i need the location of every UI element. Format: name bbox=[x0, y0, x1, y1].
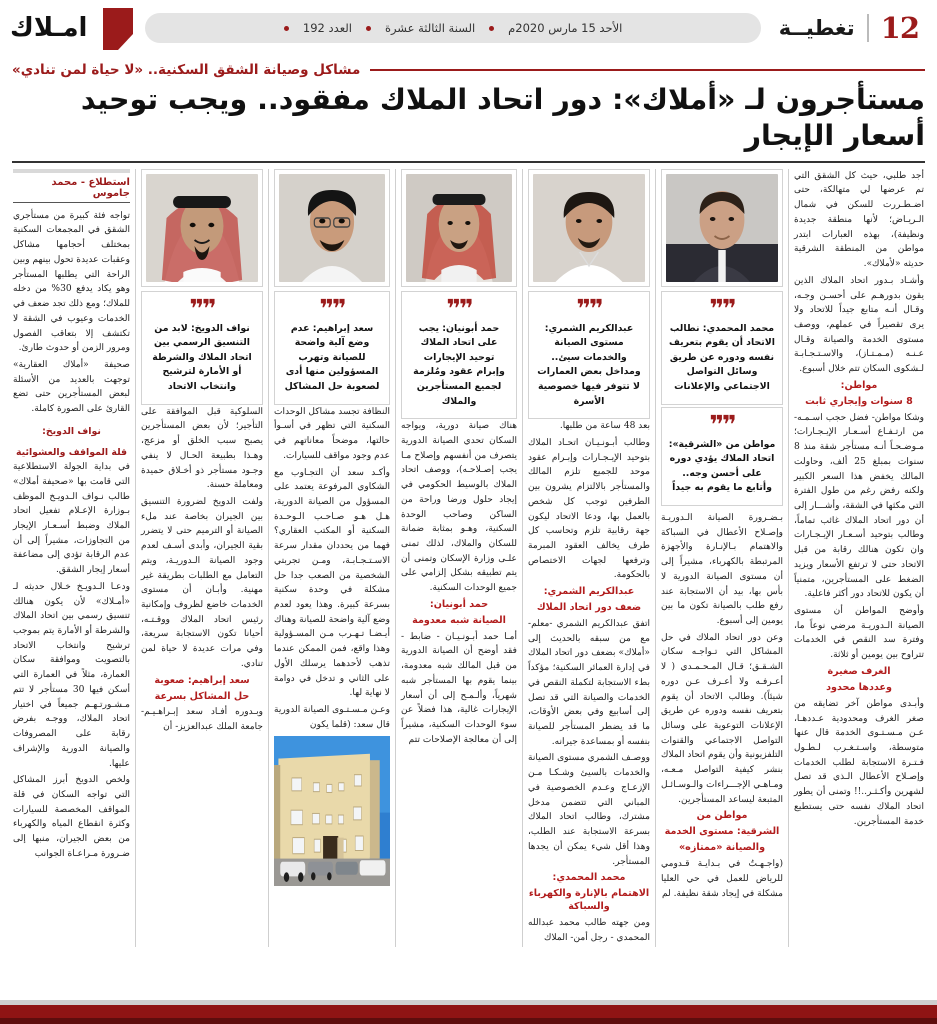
quote-mark-icon: ❞❞ bbox=[709, 293, 735, 323]
portrait-abdulkarim-alshamri bbox=[533, 174, 645, 282]
pull-quote-text: عبدالكريم الشمري: مستوى الصيانة والخدمات سيئ.. ومداخل بعض العمارات لا تتوفر فيها خصوصية الأسرة bbox=[537, 322, 641, 407]
section-subheading: محمد المحمدي: bbox=[552, 872, 626, 884]
section-subheading: قلة المواقف والعشوائية bbox=[15, 446, 128, 458]
body-paragraph: وعن دور اتحاد الملاك في حل المشاكل التي تـواجـه سكان الشـقـق؛ قـال المـحـمـدي ( لا أعـرفـه ولا أعـرف عـن دوره شيئاً). وطالب الاتحاد أن يقوم بتعريف نفسه ودوره عن طريق الإعلانات التوعوية على وسائل التواصل الاجتماعي والقنوات التلفزيونية وأن يقوم اتحاد الملاك بنشر كيفية التواصل مـعـه، ومـاهـي الإجـــراءات والـوسـائـل المتبعة ليساعد المستأجرين. bbox=[661, 632, 783, 805]
body-paragraph: في بداية الجولة الاستطلاعية التي قامت بها «صحيفة أملاك» طالب نـواف الـدويـخ الموظف بـوزارة الإعـلام تفعيل اتحاد الملاك وضبط أسـعـار الإيجار من التجاوزات، مشيراً إلى أن عدم الرقابة تؤدي إلى مضاعفة أسعار إيجار الشقق. bbox=[13, 462, 130, 576]
section-subheading: وعددها محدود bbox=[826, 681, 892, 693]
quote-mark-icon: ❞❞ bbox=[446, 293, 472, 323]
bullet-dot-icon bbox=[284, 26, 289, 31]
pull-quote-nawaf bbox=[141, 291, 263, 405]
body-paragraph: النظافة تجسد مشاكل الوحدات السكنية التي تظهر في أسـوأ حالتها، موضحاً معاناتهم في عدم وجود مواقف للسيارات. bbox=[274, 406, 390, 461]
body-paragraph: ومن جهته طالب محمد عبدالله المحمدي - رجل أمن- الملاك bbox=[528, 918, 650, 943]
issue-meta-date bbox=[508, 21, 622, 35]
col1-blocks bbox=[794, 169, 924, 830]
photo-frame-abdulkarim bbox=[528, 169, 650, 287]
page-number: 12 bbox=[880, 10, 919, 45]
kicker-row bbox=[0, 56, 937, 78]
bottom-bar-dark bbox=[0, 1018, 937, 1024]
body-paragraph: تواجه فئة كبيرة من مستأجري الشقق في المجمعات السكنية بمختلف أحجامها مشاكل وعقبات عديدة تحول بينهم وبين الراحة التي يطلبها المستأجر وهو يكاد يدفع 30% من دخله للملاك؛ ومع ذلك تجد ضعف في الخدمات وعيوب في الشقة لا تكتشف إلا بتعاقب الفصول ومرور الزمن أو حدوث طارئ. bbox=[13, 210, 130, 354]
col5-blocks bbox=[274, 405, 390, 733]
col4-blocks bbox=[401, 419, 517, 747]
headline-rule bbox=[12, 161, 925, 163]
body-paragraph: وبـدوره أفـاد سعد إبـراهـيـم- جامعة الملك عبدالعزيز- أن bbox=[141, 707, 263, 733]
body-paragraph: ولفت الدويخ لضرورة التنسيق بين الجيران بخاصة عند ملء الصيانة أو الترميم حتى لا يتضرر بقية الجيران، وأبدى أسـف لعدم وجود الصيانة الـدوريـة، ويتم التعامل مع الطلبات بطريقة غير مهنية. وأبـان أن مستوى الخدمات خاضع لظروف وإمكانية رئيس اتحاد الملاك ووقـتـه، أحيانا تكون الاستجابة سريعة، وفي مرات عديدة لا حياة لمن تنادي. bbox=[141, 496, 263, 669]
issue-meta-number-label: العدد 192 bbox=[302, 21, 352, 35]
body-paragraph: (واجـهـتُ في بـدايـة قـدومي للرياض للعمل في حي العليا مشكلة في إيجاد شقة نظيفة. لم bbox=[661, 859, 783, 899]
photo-frame-saad bbox=[274, 169, 390, 287]
pull-quote-text: مواطن من «الشرقية»: اتحاد الملاك يؤدي دوره على أحسن وجه.. وأتابع ما يقوم به جيداً bbox=[668, 438, 776, 494]
pull-quote-hamad bbox=[401, 291, 517, 419]
section-subheading: الاهتمام بالإنارة والكهرباء والسباكة bbox=[528, 888, 650, 913]
survey-top-rule bbox=[13, 169, 130, 173]
portrait-mohammed-almohammadi bbox=[666, 174, 778, 282]
quote-mark-icon: ❞❞ bbox=[576, 293, 602, 323]
publication-logo: امـلاك bbox=[10, 13, 88, 43]
pull-quote-text: حمد أبونيان: يجب على اتحاد الملاك توحيد الإيجارات وإبرام عقود ومُلزمة لجميع المستأجرين والملاك bbox=[413, 322, 505, 407]
col3-blocks bbox=[528, 419, 650, 945]
article-body bbox=[0, 169, 937, 948]
col7-blocks bbox=[13, 209, 130, 862]
photo-frame-mohammed bbox=[661, 169, 783, 287]
page-headline: مستأجرون لـ «أملاك»: دور اتحاد الملاك مفقود.. ويجب توحيد أسعار الإيجار bbox=[80, 83, 925, 152]
issue-meta-year-label: السنة الثالثة عشرة bbox=[384, 21, 476, 35]
col6-blocks bbox=[141, 405, 263, 735]
bullet-dot-icon bbox=[366, 26, 371, 31]
apartment-building-photo bbox=[274, 736, 390, 886]
section-subheading: حمد أبونيان: bbox=[429, 598, 489, 610]
issue-meta-pill bbox=[145, 13, 760, 43]
col2-blocks bbox=[661, 511, 783, 901]
body-paragraph: ووصـف الشمري مستوى الصيانة والخدمات بالسيئ وشـكـا مـن الإزعـاج وعـدم الخصوصية في المباني التي تتضمن مدخل مشترك، وطالب اتحاد الملاك بسرعة الاستجابة عند الطلب، وهذا أقل شيء يمكن أن يجدها المستأجر. bbox=[528, 753, 650, 867]
section-subheading: نواف الدويخ: bbox=[42, 425, 101, 437]
pull-quote-text: محمد المحمدي: نطالب الاتحاد أن يقوم بتعريف نفسه ودوره عن طريق وسائل التواصل الاجتماعي والإعلانات bbox=[669, 322, 775, 393]
column-7 bbox=[8, 169, 136, 948]
section-subheading: ضعف دور اتحاد الملاك bbox=[536, 602, 642, 614]
section-subheading: والصيانة «ممتازه» bbox=[678, 842, 766, 854]
body-paragraph: وشكا مواطن- فضل حجب اسـمـه- من ارتـفـاع أسـعـار الإيـجـارات؛ مـوضـحـاً أنـه مستأجر شقة منذ 8 سنوات بمبلغ 25 ألف، وحاولت المالك يخفض هذا السعر الكبير ولكنه رفض رغم من طول الفترة التي مكثها في الشقة، وأشـــار إلى أن دور اتحاد الملاك غائب تماماً، وطالب بتوحيد أسـعـار الإيـجـارات وان تكون هنالك رقابة من قبل الاتحاد حتى لا ترتفع الأسعار ويزيد الضغط على المستأجرين، متمنياً أن يكون للاتحاد دور أكثر فاعلية. bbox=[794, 412, 924, 600]
body-paragraph: وأكـد سعد أن التجـاوب مع الشكاوي المرفوعة يعتمد على المسؤول من الصيانة الدورية، هـل هـو صـاحـب الـوحـدة السكنية أو المكتب العقاري؟ فهما من يحددان مقدار سرعة الاسـتـجـابـة، ومـن تجربتي الشخصية من الصعب جدا حل مشكلة في وحدة سكنية بسرعة كبيرة. وهذا يعود لعدم وضع آلية واضحة للصيانة وهناك أيـضـا تـهـرب مـن المسـؤولية وهذا واقع، فمن الممكن عندما تذهب لأحدهما يرسلك الأول على الثاني و تدخل في دوامة لا نهاية لها. bbox=[274, 467, 390, 699]
photo-frame-nawaf bbox=[141, 169, 263, 287]
column-3 bbox=[523, 169, 656, 948]
column-6 bbox=[136, 169, 269, 948]
section-subheading: عبدالكريم الشمري: bbox=[543, 586, 635, 598]
pull-quote-mohammed bbox=[661, 291, 783, 405]
survey-byline: استطلاع - محمد جاموس bbox=[13, 177, 130, 203]
bullet-dot-icon bbox=[489, 26, 494, 31]
kicker-text: مشاكل وصيانة الشقق السكنية.. «لا حياة لمن تنادي» bbox=[12, 62, 361, 78]
masthead-divider bbox=[867, 14, 869, 42]
flag-mark-icon bbox=[103, 8, 137, 48]
body-paragraph: السلوكية قبل الموافقة على التأجير؛ لأن بعض المستأجرين يصبح سبب الخلق أو مزعج، وهـذا بطبيعة الحـال لا ينفي وجـود مستأجر ذو أخـلاق حميدة ومعاملة حسنة. bbox=[141, 406, 263, 491]
body-paragraph: وأوضح المواطن أن مستوى الصيانة الـدوريـة مرضي نوعاً ما، وفترة سد النقص في الخدمات تتراوح بين يومين أو ثلاثة. bbox=[794, 606, 924, 661]
body-paragraph: وطالب أبـونـيـان اتحـاد الملاك بتوحيد الإيـجـارات وإبـرام عقود موحد للجميع تلزم المالك والمستأجر بالالتزام يشرون بين الطرفين توجب كل شخص بالعمل بها، ودعا الاتحاد ليكون جهة رقابية تلزم وتحاسب كل طرف يخالف العقود المبرمة وترفعها لجهات الاختصاص بالحكومة. bbox=[528, 437, 650, 581]
section-subheading: 8 سنوات وإيجاري ثابت bbox=[805, 395, 913, 407]
issue-meta-date-label: الأحد 15 مارس 2020م bbox=[508, 21, 623, 35]
bottom-bars bbox=[0, 1000, 937, 1024]
section-subheading: حل المشاكل بسرعة bbox=[154, 690, 250, 702]
pull-quote-text: نواف الدويخ: لابد من التنسيق الرسمي بين اتحاد الملاك والشرطة أو الأمارة لترشيح وانتخاب الاتحاد bbox=[152, 322, 252, 393]
body-paragraph: أجد طلبي، حيث كل الشقق التي تم عرضها لي متهالكة، حتى اضـطـررت للسكن في شمال الـريـاض؛ لأنها منطقة جديدة ونظيفة)، بهذه العبارات ابتدر مواطن من المنطقة الشرقية حديثه «لأملاك». bbox=[794, 170, 924, 270]
column-5 bbox=[269, 169, 396, 948]
body-paragraph: بعد 48 ساعة من طلبها. bbox=[559, 421, 650, 432]
bottom-bar-red bbox=[0, 1005, 937, 1018]
body-paragraph: هناك صيانة دورية، ويواجه السكان تحدي الصيانة الدورية يتصرف من أنفسهم وإصلاح مـا يجب إصـلاحـه)، ووصف اتحاد الملاك بالوسيط الحكومي في إيجاد حلول ورضا وراحة من الساكن وصاحب الوحدة السكنية، وهـو بمثابة ضمانة للسكان والملاك، لذلك تمنى علـى وزارة الإسكان وتمنى أن يتم تطبيقه بشكل إلزامي على جميع الوحدات السكنية. bbox=[401, 421, 517, 594]
kicker-rule bbox=[370, 69, 925, 71]
body-paragraph: اتفق عبدالكريم الشمري -معلم- مع من سبقه بالحديث إلى «أملاك» بضعف دور اتحاد الملاك في إدارة العمائر السكنية؛ مؤكداً بطء الاستجابة لتكملة النقص في الخدمات والصيانة التي قد تصل إلى أسابيع وفي بعض الأوقات، ما قد يضطر المستأجر للصيانة بنفسه أو بمساعدة جيرانه. bbox=[528, 619, 650, 747]
issue-meta-year bbox=[385, 21, 475, 35]
body-paragraph: بـضـرورة الصيانة الـدوريـة وإصـلاح الأعطال في السباكة والاهتمام بـالإنـارة والأجهزة المرتبطة بالكهرباء، مشيراً إلى أن مستوى الصيانة الدورية لا بأس بها، بيد أن الاستجابة عند رفع طلب بالصيانة تكون ما بين يومين إلى أسبوع. bbox=[661, 512, 783, 626]
portrait-saad-ibrahim bbox=[279, 174, 385, 282]
body-paragraph: ودعـا الـدويـخ خـلال حديثه لـ «أمـلاك» لأن يكون هنالك تنسيق رسمي بين اتحاد الملاك والشرطة أو الأمارة يتم بموجب ترشيح وانتخاب الاتحاد بالتصويت وموافقة سكان العمارة، مثلاً في العمارة التي أسكن فيها 30 مستأجر لا تتم مـشـورتـهـم جميعاً في اختيار اتحاد الملاك، ووجـه بفرض رقابة على المصروفات والصيانة الدورية والإشراف عليها. bbox=[13, 581, 130, 769]
column-2 bbox=[656, 169, 789, 948]
section-subheading: الشرقية: مستوى الخدمة bbox=[664, 826, 780, 838]
portrait-hamad-abunayyan bbox=[406, 174, 512, 282]
portrait-nawaf-aldwaikh bbox=[146, 174, 258, 282]
pull-quote-saad bbox=[274, 291, 390, 405]
column-4 bbox=[396, 169, 523, 948]
quote-mark-icon: ❞❞ bbox=[709, 409, 735, 439]
quote-mark-icon: ❞❞ bbox=[189, 293, 215, 323]
pull-quote-abdulkarim bbox=[528, 291, 650, 419]
body-paragraph: أمـا حمد أبـونـيـان - ضابط - فقد أوضح أن الصيانة الدورية من قبل المالك شبه معدومة، بينما يقوم بها المستأجر شبه شهرياً، وألـمـح إلى أن أسعار الإيجارات غالية، هذا فضلاً عن سوء الوحدات السكنية، مشيراً إلى أن معالجة الإصلاحات تتم bbox=[401, 631, 517, 745]
section-subheading: مواطن من bbox=[696, 810, 748, 822]
body-paragraph: ولخص الدويخ أبرز المشاكل التي تواجه السكان في قلة المواقف المخصصة للسيارات وكثرة انقطاع المياه والكهرباء من بعض الجيران، منبها إلى ضـرورة مـراعـاة الجوانب bbox=[13, 775, 130, 859]
section-subheading: مواطن: bbox=[840, 379, 878, 391]
column-1 bbox=[789, 169, 929, 948]
section-subheading: الصيانة شبه معدومة bbox=[412, 614, 506, 626]
section-subheading: سعد إبراهيم: صعوبة bbox=[154, 674, 250, 686]
pull-quote-citizen-sharqia bbox=[661, 407, 783, 506]
section-subheading: الغرف صغيرة bbox=[827, 665, 891, 677]
pull-quote-text: سعد إبراهيم: عدم وضع آلية واضحة للصيانة وتهرب المسؤولين منها أدى لصعوبة حل المشاكل bbox=[284, 322, 380, 393]
section-title: تغطيــة bbox=[778, 16, 855, 40]
body-paragraph: وأشـاد بـدور اتحاد الملاك الذين يقون بدورهـم على أحسـن وجـه، وقـال أنـه متابع جيداً للاتحاد ولا يرى تقصيراً في عملهم، ووصف مستوى الخدمة والصيانة وقـال عـنـه (مـمـتـاز)، والاسـتـجـابـة لـشكوى السكان تتم خلال أسبوع. bbox=[794, 275, 924, 375]
quote-mark-icon: ❞❞ bbox=[319, 293, 345, 323]
photo-frame-hamad bbox=[401, 169, 517, 287]
masthead bbox=[0, 0, 937, 56]
body-paragraph: صحيفة «أملاك العقارية» توجهت بالعديد من الأسئلة لبعض المستأجرين حتى تضع القارئ على الصورة كاملة. bbox=[13, 359, 130, 415]
body-paragraph: وعـن مـسـتـوى الصيانة الدورية قال سعد: (قلما يكون bbox=[274, 705, 390, 730]
body-paragraph: وأبـدى مواطن آخر تضايقه من صغر الغرف ومحدودية عـددهـا، عـن مـسـتـوى الخدمة قال عنها متوسطة، واسـتـغـرب لـطـول فـتـرة الاستجابة لطلب الخدمات وإصـلاح الأعطال الـذي قد تصل لشهرين وأكـثـر..!! وتمنى أن يطور اتحاد الملاك نفسه حتى يستطيع خدمة المستأجرين. bbox=[794, 698, 924, 827]
issue-meta-number bbox=[303, 21, 352, 35]
